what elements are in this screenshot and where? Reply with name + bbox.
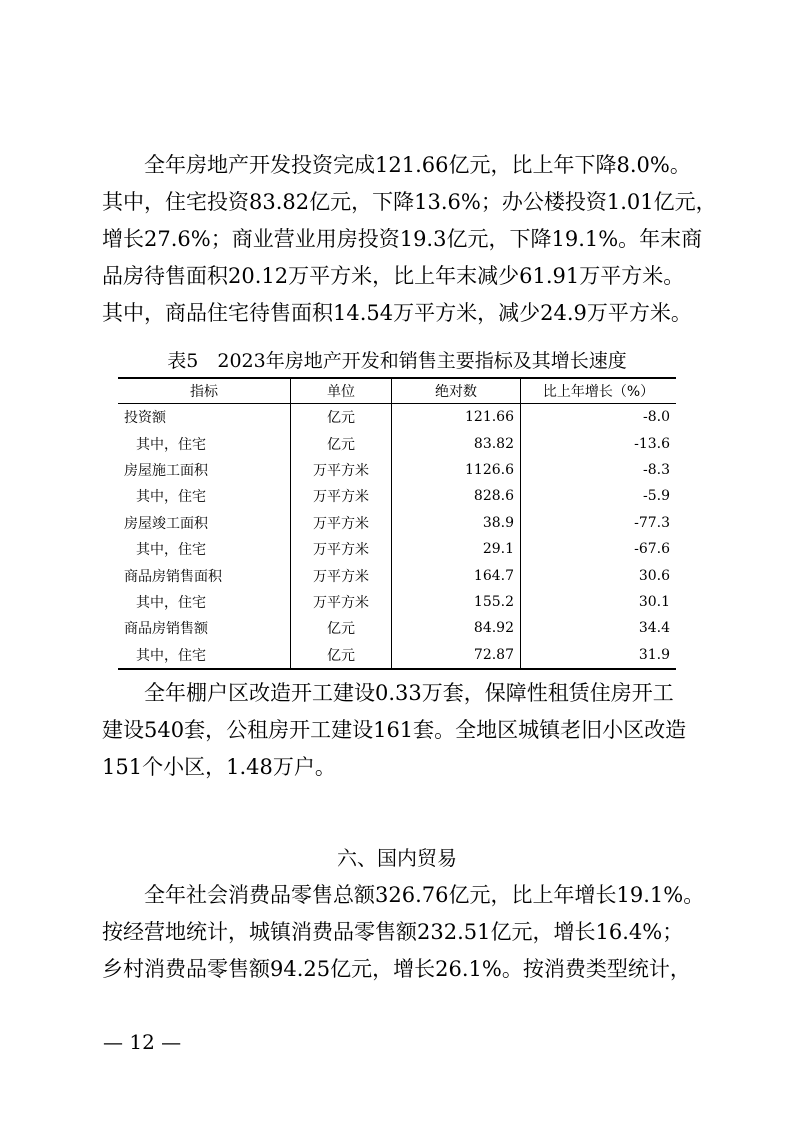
row-growth: -5.9 — [521, 483, 677, 509]
text-line: 按经营地统计，城镇消费品零售额232.51亿元，增长16.4%； — [102, 920, 684, 944]
table-header-row — [118, 378, 676, 404]
table-row — [118, 536, 676, 562]
row-unit: 万平方米 — [291, 457, 392, 483]
row-indicator: 其中，住宅 — [118, 642, 291, 669]
table-caption: 表5 2023年房地产开发和销售主要指标及其增长速度 — [167, 350, 627, 372]
paragraph-real-estate-investment — [102, 147, 717, 332]
row-value: 828.6 — [392, 483, 521, 509]
table-row — [118, 589, 676, 615]
text-line: 乡村消费品零售额94.25亿元，增长26.1%。按消费类型统计， — [102, 957, 691, 981]
header-indicator: 指标 — [118, 378, 291, 404]
row-value: 164.7 — [392, 562, 521, 588]
table-row — [118, 404, 676, 431]
section-heading: 六、国内贸易 — [337, 846, 457, 870]
text-line: 其中，住宅投资83.82亿元，下降13.6%；办公楼投资1.01亿元， — [102, 190, 717, 214]
text-line: 增长27.6%；商业营业用房投资19.3亿元，下降19.1%。年末商 — [102, 227, 703, 251]
row-growth: -13.6 — [521, 430, 677, 456]
row-indicator: 其中，住宅 — [136, 489, 206, 506]
row-value: 84.92 — [392, 615, 521, 641]
row-unit: 亿元 — [291, 404, 392, 431]
header-absolute: 绝对数 — [392, 378, 521, 404]
table-row — [118, 642, 676, 669]
row-growth: -77.3 — [521, 510, 677, 536]
paragraph-domestic-trade — [102, 877, 705, 988]
row-unit: 亿元 — [291, 430, 392, 456]
row-value: 38.9 — [392, 510, 521, 536]
row-unit: 万平方米 — [291, 536, 392, 562]
row-growth: 31.9 — [521, 642, 677, 669]
row-indicator: 商品房销售额 — [124, 621, 208, 638]
table-row — [118, 615, 676, 641]
row-growth: 30.1 — [521, 589, 677, 615]
row-growth: -8.0 — [521, 404, 677, 431]
row-indicator: 其中，住宅 — [136, 542, 206, 559]
table-row — [118, 510, 676, 536]
header-growth: 比上年增长（%） — [521, 378, 677, 404]
row-value: 155.2 — [392, 589, 521, 615]
row-unit: 亿元 — [291, 642, 392, 669]
text-line: 151个小区，1.48万户。 — [102, 755, 336, 779]
table-row — [118, 483, 676, 509]
row-value: 1126.6 — [392, 457, 521, 483]
row-unit: 万平方米 — [291, 562, 392, 588]
text-line: 品房待售面积20.12万平方米，比上年末减少61.91万平方米。 — [102, 264, 685, 288]
page-number: — 12 — — [103, 1030, 182, 1054]
row-unit: 万平方米 — [291, 483, 392, 509]
row-growth: 34.4 — [521, 615, 677, 641]
text-line: 全年棚户区改造开工建设0.33万套，保障性租赁住房开工 — [144, 681, 674, 705]
text-line: 建设540套，公租房开工建设161套。全地区城镇老旧小区改造 — [102, 718, 687, 742]
row-value: 72.87 — [392, 642, 521, 669]
row-value: 121.66 — [392, 404, 521, 431]
row-unit: 亿元 — [291, 615, 392, 641]
row-growth: -67.6 — [521, 536, 677, 562]
row-unit: 万平方米 — [291, 510, 392, 536]
text-line: 全年房地产开发投资完成121.66亿元，比上年下降8.0%。 — [144, 153, 691, 177]
row-value: 29.1 — [392, 536, 521, 562]
row-indicator: 商品房销售面积 — [124, 568, 222, 585]
row-growth: -8.3 — [521, 457, 677, 483]
real-estate-table — [118, 377, 676, 670]
text-line: 其中，商品住宅待售面积14.54万平方米，减少24.9万平方米。 — [102, 301, 692, 325]
row-unit: 万平方米 — [291, 589, 392, 615]
text-line: 全年社会消费品零售总额326.76亿元，比上年增长19.1%。 — [144, 883, 705, 907]
paragraph-housing-renovation — [102, 675, 692, 786]
row-indicator: 房屋施工面积 — [124, 462, 208, 479]
header-unit: 单位 — [291, 378, 392, 404]
row-indicator: 其中，住宅 — [136, 436, 206, 453]
table-row — [118, 457, 676, 483]
row-indicator: 房屋竣工面积 — [124, 515, 208, 532]
table-row — [118, 430, 676, 456]
row-indicator: 其中，住宅 — [136, 594, 206, 611]
table-row — [118, 562, 676, 588]
row-value: 83.82 — [392, 430, 521, 456]
row-growth: 30.6 — [521, 562, 677, 588]
row-indicator: 投资额 — [124, 410, 166, 427]
